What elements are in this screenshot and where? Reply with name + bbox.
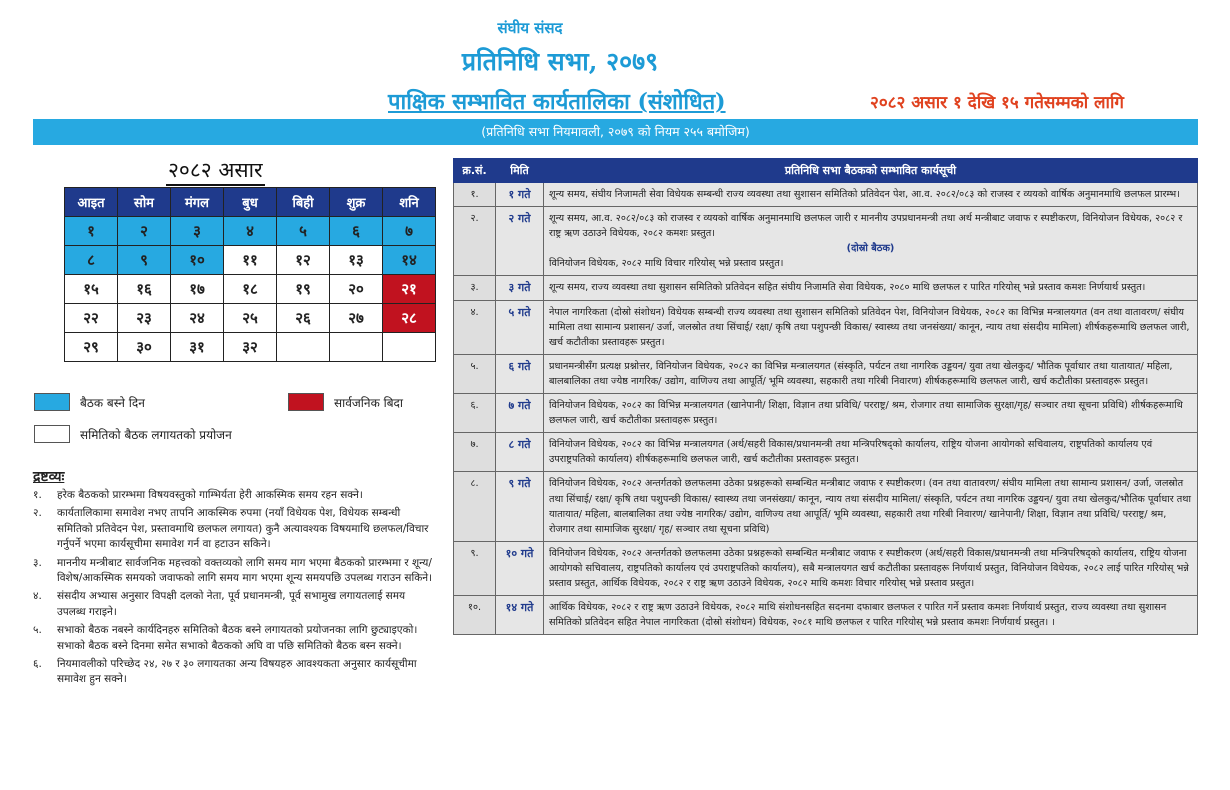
calendar-week [65,246,436,275]
legend-meeting-swatch [34,393,70,411]
month-calendar [64,187,436,362]
calendar-day: २४ [171,304,224,333]
note-text: नियमावलीको परिच्छेद २४, २७ र ३० लगायतका अन्य विषयहरु आवश्यकता अनुसार कार्यसूचीमा समावेश हुन सक्ने। [57,658,417,686]
calendar-day: २ [118,217,171,246]
legend-holiday-swatch [288,393,324,411]
note-text: संसदीय अभ्यास अनुसार विपक्षी दलको नेता, पूर्व प्रधानमन्त्री, पूर्व सभामुख लगायतलाई समय उपलब्ध गराइने। [57,590,406,618]
note-text: कार्यतालिकामा समावेश नभए तापनि आकस्मिक रुपमा (नयाँ विधेयक पेश, विधेयक सम्बन्धी समितिको प्रतिवेदन पेश, प्रस्तावमाथि छलफल लगायत) कुनै अत्यावश्यक विषयमाथि छलफल/विचार गर्नुपर्ने भएमा कार्यसूचीमा समावेश गर्न वा हटाउन सकिने। [57,507,429,551]
note-number: ३. [33,556,42,569]
agenda-date: ६ गते [496,354,544,393]
weekday-header: मंगल [171,188,224,217]
calendar-day [330,333,383,362]
calendar-day: १७ [171,275,224,304]
calendar-week [65,333,436,362]
calendar-day: २१ [383,275,436,304]
calendar-day: २७ [330,304,383,333]
agenda-text [544,300,1198,354]
note-number: ५. [33,624,42,637]
notes-title: द्रष्टव्यः [33,469,65,485]
agenda-header-date: मिति [496,159,544,183]
calendar-day: २६ [277,304,330,333]
agenda-text [544,596,1198,635]
calendar-day: १३ [330,246,383,275]
agenda-row [454,472,1198,541]
calendar-day: २८ [383,304,436,333]
calendar-day: १५ [65,275,118,304]
agenda-row [454,207,1198,276]
legend-meeting [34,393,145,411]
legend-committee [34,425,232,443]
calendar-day: ४ [224,217,277,246]
agenda-serial: ७. [454,433,496,472]
calendar-day: ९ [118,246,171,275]
notes-list [33,488,433,691]
agenda-table [453,158,1198,635]
calendar-day: १० [171,246,224,275]
calendar-day: १८ [224,275,277,304]
weekday-header: बिही [277,188,330,217]
weekday-header: शुक्र [330,188,383,217]
agenda-date: २ गते [496,207,544,276]
note-number: ४. [33,590,42,603]
agenda-item-text: विनियोजन विधेयक, २०८२ अन्तर्गतको छलफलमा उठेका प्रश्नहरूको सम्बन्धित मन्त्रीबाट जवाफ र स्पष्टीकरण। (वन तथा वातावरण/ संघीय मामिला तथा सामान्य प्रशासन/ उर्जा, जलस्रोत तथा सिंचाई/ रक्षा/ कृषि तथा पशुपन्छी विकास/ स्वास्थ्य तथा जनसंख्या/ कानून, न्याय तथा संसदीय मामिला/ संस्कृति, पर्यटन तथा नागरिक उड्डयन/ युवा तथा खेलकुद/भौतिक पूर्वाधार तथा यातायात/ महिला, बालबालिका तथा ज्येष्ठ नागरिक/ उद्योग, वाणिज्य तथा आपूर्ति/ भूमि व्यवस्था, सहकारी तथा गरिबी निवारण/ खानेपानी/ शिक्षा, विज्ञान तथा प्रविधि/ परराष्ट्र/ श्रम, रोजगार तथा सामाजिक सुरक्षा/ गृह/ सञ्चार तथा सूचना प्रविधि) [549,478,1191,535]
agenda-serial: १. [454,183,496,207]
calendar-week [65,304,436,333]
agenda-text [544,472,1198,541]
agenda-header-row [454,159,1198,183]
note-text: हरेक बैठकको प्रारम्भमा विषयवस्तुको गाम्भिर्यता हेरी आकस्मिक समय रहन सक्ने। [57,489,363,501]
agenda-row [454,541,1198,595]
note-number: २. [33,507,42,520]
weekday-header: आइत [65,188,118,217]
agenda-date: १४ गते [496,596,544,635]
agenda-text [544,354,1198,393]
note-item [33,657,433,688]
calendar-day: ३२ [224,333,277,362]
legend-holiday [288,393,403,411]
agenda-serial: ९. [454,541,496,595]
agenda-date: ३ गते [496,276,544,300]
agenda-item-text: शून्य समय, आ.व. २०८२/०८३ को राजस्व र व्ययको वार्षिक अनुमानमाथि छलफल जारी र माननीय उपप्रधानमन्त्री तथा अर्थ मन्त्रीबाट जवाफ र स्पष्टीकरण, विनियोजन विधेयक, २०८२ र राष्ट्र ऋण उठाउने विधेयक, २०८२ कमशः प्रस्तुत। [549,213,1183,240]
note-item [33,506,433,552]
agenda-text [544,541,1198,595]
agenda-item-text: विनियोजन विधेयक, २०८२ का विभिन्न मन्त्रालयगत (अर्थ/सहरी विकास/प्रधानमन्त्री तथा मन्त्रिपरिषद्को कार्यालय, राष्ट्रिय योजना आयोगको सचिवालय, राष्ट्रपतिको कार्यालय एवं उपराष्ट्रपतिको कार्यालय) शीर्षकहरूमाथि छलफल जारी, खर्च कटौतीका प्रस्तावहरू प्रस्तुत। [549,439,1153,466]
agenda-text [544,394,1198,433]
legend-holiday-label: सार्वजनिक बिदा [334,395,404,410]
weekday-header: बुध [224,188,277,217]
rule-note-band: (प्रतिनिधि सभा नियमावली, २०७९ को नियम २५५ बमोजिम) [33,119,1198,145]
calendar-day [383,333,436,362]
calendar-day: २२ [65,304,118,333]
agenda-date: ९ गते [496,472,544,541]
agenda-item-text: आर्थिक विधेयक, २०८२ र राष्ट्र ऋण उठाउने विधेयक, २०८२ माथि संशोधनसहित सदनमा दफाबार छलफल र पारित गर्ने प्रस्ताव कमशः निर्णयार्थ प्रस्तुत, राज्य व्यवस्था तथा सुशासन समितिको प्रतिवेदन सहित नेपाल नागरिकता (दोस्रो संशोधन) विधेयक, २०८१ माथि छलफल र पारित गरियोस् भन्ने प्रस्ताव कमशः निर्णयार्थ प्रस्तुत। । [549,602,1167,629]
calendar-day [277,333,330,362]
agenda-row [454,394,1198,433]
legend-meeting-label: बैठक बस्ने दिन [80,395,145,410]
calendar-day: ३० [118,333,171,362]
calendar-day: ८ [65,246,118,275]
agenda-text [544,207,1198,276]
schedule-title: पाक्षिक सम्भावित कार्यतालिका (संशोधित) [388,89,726,115]
agenda-sub-heading: (दोस्रो बैठक) [846,243,895,255]
calendar-day: २३ [118,304,171,333]
agenda-serial: ५. [454,354,496,393]
agenda-item-text: शून्य समय, संघीय निजामती सेवा विधेयक सम्बन्धी राज्य व्यवस्था तथा सुशासन समितिको प्रतिवेदन पेश, आ.व. २०८२/०८३ को राजस्व र व्ययको वार्षिक अनुमानमाथि छलफल प्रारम्भ। [549,189,1180,200]
weekday-header: शनि [383,188,436,217]
note-item [33,488,433,503]
calendar-day: ३१ [171,333,224,362]
agenda-serial: ४. [454,300,496,354]
agenda-item-text: विनियोजन विधेयक, २०८२ का विभिन्न मन्त्रालयगत (खानेपानी/ शिक्षा, विज्ञान तथा प्रविधि/ परराष्ट्र/ श्रम, रोजगार तथा सामाजिक सुरक्षा/गृह/ सञ्चार तथा सूचना प्रविधि) शीर्षकहरूमाथि छलफल जारी, खर्च कटौतीका प्रस्तावहरू प्रस्तुत। [549,400,1183,427]
calendar-day: ५ [277,217,330,246]
calendar-day: ११ [224,246,277,275]
agenda-date: ८ गते [496,433,544,472]
agenda-header-sn: क्र.सं. [454,159,496,183]
agenda-date: १ गते [496,183,544,207]
note-item [33,623,433,654]
calendar-day: १४ [383,246,436,275]
agenda-text [544,276,1198,300]
calendar-day: २९ [65,333,118,362]
agenda-item-text: प्रधानमन्त्रीसँग प्रत्यक्ष प्रश्नोत्तर, विनियोजन विधेयक, २०८२ का विभिन्न मन्त्रालयगत (संस्कृति, पर्यटन तथा नागरिक उड्डयन/ युवा तथा खेलकुद/ भौतिक पूर्वाधार तथा यातायात/ महिला, बालबालिका तथा ज्येष्ठ नागरिक/ उद्योग, वाणिज्य तथा आपूर्ति/ भूमि व्यवस्था, सहकारी तथा गरिबी निवारण) शीर्षकहरूमाथि छलफल जारी, खर्च कटौतीका प्रस्तावहरू प्रस्तुत। [549,360,1173,387]
agenda-item-text: शून्य समय, राज्य व्यवस्था तथा सुशासन समितिको प्रतिवेदन सहित संघीय निजामति सेवा विधेयक, २०८० माथि छलफल र पारित गरियोस् भन्ने प्रस्ताव कमशः निर्णयार्थ प्रस्तुत। [549,282,1146,294]
calendar-week [65,275,436,304]
date-range: २०८२ असार १ देखि १५ गतेसम्मको लागि [870,93,1124,113]
agenda-text [544,183,1198,207]
agenda-row [454,276,1198,300]
agenda-header-items: प्रतिनिधि सभा बैठकको सम्भावित कार्यसूची [544,159,1198,183]
agenda-item-text-2: विनियोजन विधेयक, २०८२ माथि विचार गरियोस् भन्ने प्रस्ताव प्रस्तुत। [549,258,784,270]
agenda-item-text: विनियोजन विधेयक, २०८२ अन्तर्गतको छलफलमा उठेका प्रश्नहरूको सम्बन्धित मन्त्रीबाट जवाफ र स्पष्टीकरण (अर्थ/सहरी विकास/प्रधानमन्त्री तथा मन्त्रिपरिषद्को कार्यालय, राष्ट्रिय योजना आयोगको सचिवालय, राष्ट्रपतिको कार्यालय एवं उपराष्ट्रपतिको कार्यालय), सबै मन्त्रालयगत खर्च कटौतीका प्रस्तावहरू निर्णयार्थ प्रस्तुत, विनियोजन विधेयक, २०८२ लाई पारित गरियोस् भन्ने प्रस्ताव प्रस्तुत, आर्थिक विधेयक, २०८२ र राष्ट्र ऋण उठाउने विधेयक, २०८२ माथि कमशः विचार गरियोस् भन्ने प्रस्ताव प्रस्तुत। [549,547,1189,589]
house-title: प्रतिनिधि सभा, २०७९ [461,47,659,76]
agenda-serial: १०. [454,596,496,635]
note-text: माननीय मन्त्रीबाट सार्वजनिक महत्त्वको वक्तव्यको लागि समय माग भएमा बैठकको प्रारम्भमा र शून्य/विशेष/आकस्मिक समयको जवाफको लागि समय माग भएमा शून्य समयपछि उपलब्ध गराउन सकिने। [57,556,433,585]
note-number: ६. [33,658,42,671]
agenda-serial: २. [454,207,496,276]
agenda-date: १० गते [496,541,544,595]
agenda-row [454,354,1198,393]
calendar-day: १९ [277,275,330,304]
calendar-day: ७ [383,217,436,246]
note-item [33,589,433,620]
calendar-week [65,217,436,246]
calendar-day: १६ [118,275,171,304]
weekday-header: सोम [118,188,171,217]
agenda-serial: ३. [454,276,496,300]
agenda-row [454,433,1198,472]
legend-committee-swatch [34,425,70,443]
calendar-day: १ [65,217,118,246]
calendar-day: ६ [330,217,383,246]
agenda-serial: ८. [454,472,496,541]
org-title: संघीय संसद [497,19,563,37]
calendar-title: २०८२ असार [166,156,265,186]
agenda-date: ५ गते [496,300,544,354]
note-item [33,556,433,587]
agenda-item-text: नेपाल नागरिकता (दोस्रो संशोधन) विधेयक सम्बन्धी राज्य व्यवस्था तथा सुशासन समितिको प्रतिवेदन पेश, विनियोजन विधेयक, २०८२ का विभिन्न मन्त्रालयगत (वन तथा वातावरण/ संघीय मामिला तथा सामान्य प्रशासन/ उर्जा, जलस्रोत तथा सिंचाई/ रक्षा/ कृषि तथा पशुपन्छी विकास/ स्वास्थ्य तथा जनसंख्या/ कानून, न्याय तथा संसदीय मामिला) शीर्षकहरूमाथि छलफल जारी, खर्च कटौतीका प्रस्तावहरू प्रस्तुत। [549,306,1190,348]
note-text: सभाको बैठक नबस्ने कार्यदिनहरु समितिको बैठक बस्ने लगायतको प्रयोजनका लागि छुट्याइएको। सभाको बैठक बस्ने दिनमा समेत सभाको बैठकको अघि वा पछि समितिको बैठक बस्न सक्ने। [57,624,418,652]
agenda-row [454,596,1198,635]
legend-committee-label: समितिको बैठक लगायतको प्रयोजन [80,427,232,442]
agenda-row [454,183,1198,207]
agenda-text [544,433,1198,472]
agenda-row [454,300,1198,354]
note-number: १. [33,489,42,501]
agenda-serial: ६. [454,394,496,433]
calendar-day: २५ [224,304,277,333]
calendar-day: १२ [277,246,330,275]
agenda-date: ७ गते [496,394,544,433]
calendar-day: ३ [171,217,224,246]
calendar-day: २० [330,275,383,304]
